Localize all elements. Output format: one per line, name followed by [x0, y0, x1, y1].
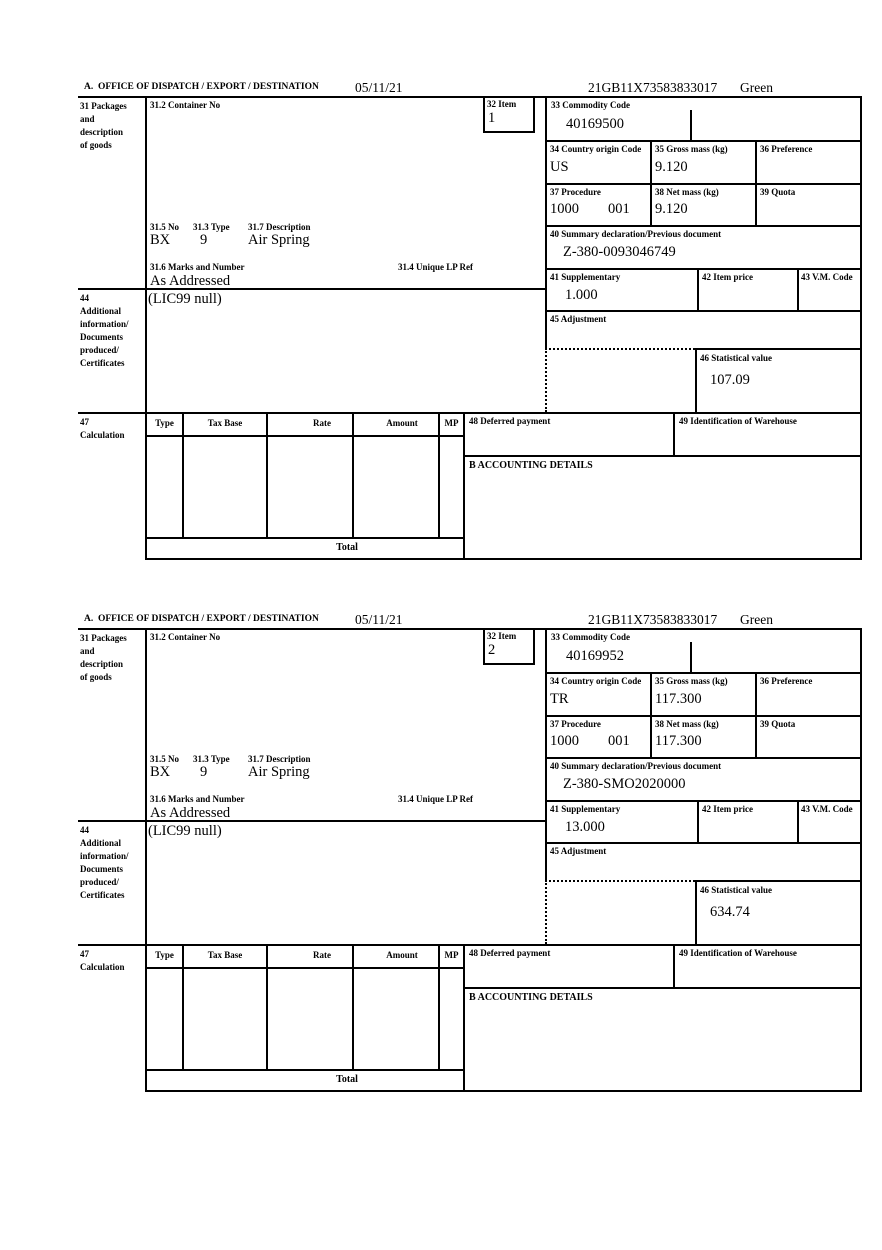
- line: [755, 140, 757, 227]
- procedure-ext: 001: [608, 733, 630, 749]
- additional-info: (LIC99 null): [148, 291, 222, 307]
- marks-and-number: As Addressed: [150, 273, 231, 289]
- additional-info: (LIC99 null): [148, 823, 222, 839]
- dotted-line: [545, 880, 695, 882]
- calc-header-type: Type: [155, 418, 174, 428]
- box40-label: 40 Summary declaration/Previous document: [550, 229, 722, 239]
- packages-type: 9: [200, 764, 208, 780]
- calc-header-type: Type: [155, 950, 174, 960]
- box31-2-label: 31.2 Container No: [150, 632, 221, 642]
- line: [438, 944, 440, 1071]
- line: [352, 412, 354, 539]
- box49-label: 49 Identification of Warehouse: [679, 948, 797, 958]
- net-mass: 9.120: [655, 201, 688, 217]
- line: [697, 800, 699, 844]
- box35-label: 35 Gross mass (kg): [655, 676, 728, 686]
- line: [650, 140, 652, 227]
- line: [145, 558, 862, 560]
- box48-label: 48 Deferred payment: [469, 416, 551, 426]
- line: [78, 288, 547, 290]
- box35-label: 35 Gross mass (kg): [655, 144, 728, 154]
- box32-label: 32 Item: [487, 631, 517, 641]
- line: [145, 1090, 862, 1092]
- item-form-1: [78, 78, 864, 560]
- line: [545, 310, 862, 312]
- line: [78, 96, 862, 98]
- box42-label: 42 Item price: [702, 272, 753, 282]
- line: [755, 672, 757, 759]
- box31-7-label: 31.7 Description: [248, 754, 311, 764]
- box32-label: 32 Item: [487, 99, 517, 109]
- line: [673, 412, 675, 457]
- line: [78, 412, 862, 414]
- line: [145, 628, 147, 1092]
- box34-label: 34 Country origin Code: [550, 144, 642, 154]
- dotted-line: [545, 348, 695, 350]
- dotted-line: [545, 348, 547, 412]
- line: [695, 348, 862, 350]
- box31-4-label: 31.4 Unique LP Ref: [398, 262, 474, 272]
- gross-mass: 117.300: [655, 691, 702, 707]
- line: [266, 412, 268, 539]
- packages-type: 9: [200, 232, 208, 248]
- line: [266, 944, 268, 1071]
- item-number: 1: [488, 110, 496, 126]
- box31-label: 31 Packages and description of goods: [80, 633, 127, 682]
- calc-header-rate: Rate: [313, 418, 331, 428]
- box46-label: 46 Statistical value: [700, 885, 772, 895]
- box40-label: 40 Summary declaration/Previous document: [550, 761, 722, 771]
- box31-6-label: 31.6 Marks and Number: [150, 262, 245, 272]
- line: [145, 537, 465, 539]
- box49-label: 49 Identification of Warehouse: [679, 416, 797, 426]
- mrn-number: 21GB11X73583833017: [588, 80, 718, 95]
- total-label: Total: [336, 542, 358, 553]
- box47-label: 47 Calculation: [80, 417, 125, 440]
- line: [145, 1069, 465, 1071]
- item-form-2: [78, 610, 864, 1092]
- goods-description: Air Spring: [248, 764, 310, 780]
- line: [690, 110, 692, 140]
- calc-header-mp: MP: [444, 418, 459, 428]
- line: [545, 757, 862, 759]
- form-body: [78, 96, 862, 560]
- line: [78, 628, 862, 630]
- line: [797, 800, 799, 844]
- calc-header-amount: Amount: [386, 418, 418, 428]
- box31-4-label: 31.4 Unique LP Ref: [398, 794, 474, 804]
- line: [650, 672, 652, 759]
- calc-header-rate: Rate: [313, 950, 331, 960]
- country-origin: TR: [550, 691, 569, 707]
- line: [545, 715, 862, 717]
- packages-no: BX: [150, 764, 171, 780]
- box31-2-label: 31.2 Container No: [150, 100, 221, 110]
- box39-label: 39 Quota: [760, 187, 796, 197]
- line: [483, 96, 485, 133]
- line: [352, 944, 354, 1071]
- net-mass: 117.300: [655, 733, 702, 749]
- section-a-title: A. OFFICE OF DISPATCH / EXPORT / DESTINATION: [84, 614, 319, 624]
- box44-label: 44 Additional information/ Documents produced/ Certificates: [80, 825, 129, 900]
- box31-3-label: 31.3 Type: [193, 754, 230, 764]
- line: [438, 412, 440, 539]
- box38-label: 38 Net mass (kg): [655, 719, 719, 729]
- line: [182, 412, 184, 539]
- line: [463, 455, 862, 457]
- box38-label: 38 Net mass (kg): [655, 187, 719, 197]
- line: [145, 435, 465, 437]
- calc-header-amount: Amount: [386, 950, 418, 960]
- box43-label: 43 V.M. Code: [801, 272, 853, 282]
- supplementary-units: 1.000: [565, 287, 598, 303]
- line: [145, 967, 465, 969]
- procedure-code: 1000: [550, 201, 579, 217]
- line: [695, 880, 862, 882]
- statistical-value: 634.74: [710, 904, 750, 920]
- line: [695, 348, 697, 412]
- box47-label: 47 Calculation: [80, 949, 125, 972]
- total-label: Total: [336, 1074, 358, 1085]
- supplementary-units: 13.000: [565, 819, 605, 835]
- box33-label: 33 Commodity Code: [551, 632, 630, 642]
- box43-label: 43 V.M. Code: [801, 804, 853, 814]
- box37-label: 37 Procedure: [550, 187, 601, 197]
- box34-label: 34 Country origin Code: [550, 676, 642, 686]
- box41-label: 41 Supplementary: [550, 272, 621, 282]
- box37-label: 37 Procedure: [550, 719, 601, 729]
- section-a-title: A. OFFICE OF DISPATCH / EXPORT / DESTINATION: [84, 82, 319, 92]
- box31-5-label: 31.5 No: [150, 222, 179, 232]
- routing-status: Green: [740, 80, 773, 95]
- box31-5-label: 31.5 No: [150, 754, 179, 764]
- dotted-line: [545, 880, 547, 944]
- line: [533, 96, 535, 133]
- item-number: 2: [488, 642, 496, 658]
- box42-label: 42 Item price: [702, 804, 753, 814]
- box45-label: 45 Adjustment: [550, 846, 607, 856]
- box46-label: 46 Statistical value: [700, 353, 772, 363]
- line: [78, 944, 862, 946]
- accounting-details-label: B ACCOUNTING DETAILS: [469, 460, 593, 471]
- line: [545, 140, 862, 142]
- line: [78, 820, 547, 822]
- dispatch-date: 05/11/21: [355, 80, 403, 95]
- commodity-code: 40169952: [566, 648, 624, 664]
- box31-7-label: 31.7 Description: [248, 222, 311, 232]
- box36-label: 36 Preference: [760, 676, 813, 686]
- line: [673, 944, 675, 989]
- box41-label: 41 Supplementary: [550, 804, 621, 814]
- country-origin: US: [550, 159, 569, 175]
- calc-header-taxbase: Tax Base: [207, 950, 243, 960]
- box44-label: 44 Additional information/ Documents produced/ Certificates: [80, 293, 129, 368]
- mrn-number: 21GB11X73583833017: [588, 612, 718, 627]
- box48-label: 48 Deferred payment: [469, 948, 551, 958]
- calc-header-taxbase: Tax Base: [207, 418, 243, 428]
- summary-declaration: Z-380-SMO2020000: [563, 776, 686, 792]
- line: [483, 131, 535, 133]
- line: [697, 268, 699, 312]
- dispatch-date: 05/11/21: [355, 612, 403, 627]
- line: [545, 225, 862, 227]
- form-body: [78, 628, 862, 1092]
- marks-and-number: As Addressed: [150, 805, 231, 821]
- goods-description: Air Spring: [248, 232, 310, 248]
- line: [483, 663, 535, 665]
- box31-3-label: 31.3 Type: [193, 222, 230, 232]
- box36-label: 36 Preference: [760, 144, 813, 154]
- packages-no: BX: [150, 232, 171, 248]
- line: [463, 987, 862, 989]
- line: [533, 628, 535, 665]
- line: [797, 268, 799, 312]
- line: [690, 642, 692, 672]
- line: [545, 800, 862, 802]
- box39-label: 39 Quota: [760, 719, 796, 729]
- line: [860, 628, 862, 1092]
- line: [860, 96, 862, 560]
- line: [483, 628, 485, 665]
- box31-6-label: 31.6 Marks and Number: [150, 794, 245, 804]
- calc-header-mp: MP: [444, 950, 459, 960]
- summary-declaration: Z-380-0093046749: [563, 244, 676, 260]
- line: [545, 672, 862, 674]
- line: [695, 880, 697, 944]
- routing-status: Green: [740, 612, 773, 627]
- line: [182, 944, 184, 1071]
- line: [545, 842, 862, 844]
- box45-label: 45 Adjustment: [550, 314, 607, 324]
- line: [545, 268, 862, 270]
- line: [545, 183, 862, 185]
- line: [145, 96, 147, 560]
- procedure-code: 1000: [550, 733, 579, 749]
- box33-label: 33 Commodity Code: [551, 100, 630, 110]
- statistical-value: 107.09: [710, 372, 750, 388]
- procedure-ext: 001: [608, 201, 630, 217]
- commodity-code: 40169500: [566, 116, 624, 132]
- gross-mass: 9.120: [655, 159, 688, 175]
- accounting-details-label: B ACCOUNTING DETAILS: [469, 992, 593, 1003]
- box31-label: 31 Packages and description of goods: [80, 101, 127, 150]
